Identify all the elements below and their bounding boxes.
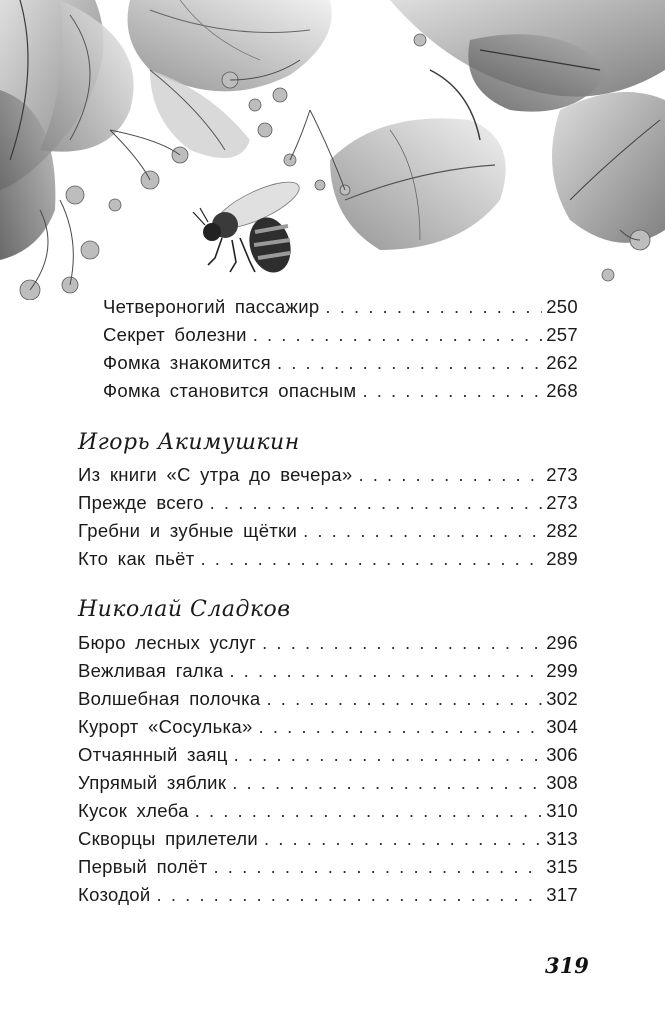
- page-number: 319: [545, 953, 589, 978]
- toc-entry-title: Кусок хлеба: [78, 800, 189, 821]
- dot-leader: [232, 772, 542, 794]
- toc-entry-page: 304: [546, 716, 578, 737]
- toc-entry-title: Козодой: [78, 884, 151, 905]
- toc-entry-page: 273: [546, 492, 578, 513]
- toc-entry[interactable]: [78, 548, 578, 576]
- dot-leader: [201, 548, 543, 570]
- dot-leader: [195, 800, 543, 822]
- toc-entry-title: Фомка знакомится: [103, 352, 271, 373]
- toc-entry-title: Из книги «С утра до вечера»: [78, 464, 353, 485]
- toc-entry-title: Секрет болезни: [103, 324, 247, 345]
- toc-entry-page: 282: [546, 520, 578, 541]
- toc-entry-page: 273: [546, 464, 578, 485]
- dot-leader: [358, 464, 542, 486]
- toc-entry-page: 310: [546, 800, 578, 821]
- toc-entry-title: Первый полёт: [78, 856, 208, 877]
- bee-icon: [193, 173, 305, 277]
- dot-leader: [253, 324, 543, 346]
- toc-entry-title: Фомка становится опасным: [103, 380, 357, 401]
- toc-entry[interactable]: [103, 296, 578, 324]
- toc-entry[interactable]: [78, 688, 578, 716]
- toc-entry-page: 308: [546, 772, 578, 793]
- toc-entry[interactable]: [103, 380, 578, 408]
- dot-leader: [229, 660, 542, 682]
- toc-entry-page: 315: [546, 856, 578, 877]
- dot-leader: [267, 688, 543, 710]
- toc-entry-title: Упрямый зяблик: [78, 772, 227, 793]
- dot-leader: [303, 520, 542, 542]
- dot-leader: [264, 828, 542, 850]
- dot-leader: [259, 716, 543, 738]
- toc-entry[interactable]: [78, 464, 578, 492]
- toc-entry-title: Четвероногий пассажир: [103, 296, 320, 317]
- toc-entry-page: 317: [546, 884, 578, 905]
- toc-entry-page: 306: [546, 744, 578, 765]
- dot-leader: [277, 352, 542, 374]
- toc-entry[interactable]: [78, 744, 578, 772]
- toc-entry-title: Волшебная полочка: [78, 688, 261, 709]
- dot-leader: [214, 856, 543, 878]
- toc-entry-page: 299: [546, 660, 578, 681]
- toc-entry-page: 296: [546, 632, 578, 653]
- toc-entry[interactable]: [78, 800, 578, 828]
- toc-entry-page: 250: [546, 296, 578, 317]
- dot-leader: [362, 380, 542, 402]
- leaf-cluster-right: [330, 0, 665, 250]
- toc-entry-title: Вежливая галка: [78, 660, 224, 681]
- toc-entry-page: 262: [546, 352, 578, 373]
- toc-entry-title: Курорт «Сосулька»: [78, 716, 253, 737]
- toc-entry-page: 257: [546, 324, 578, 345]
- dot-leader: [234, 744, 543, 766]
- toc-entry[interactable]: [78, 632, 578, 660]
- toc-entry[interactable]: [78, 884, 578, 912]
- author-heading: Николай Сладков: [78, 597, 291, 622]
- toc-entry[interactable]: [103, 324, 578, 352]
- toc-entry-page: 313: [546, 828, 578, 849]
- toc-entry-title: Отчаянный заяц: [78, 744, 228, 765]
- toc-entry-title: Гребни и зубные щётки: [78, 520, 298, 541]
- toc-entry[interactable]: [78, 856, 578, 884]
- toc-entry-title: Прежде всего: [78, 492, 204, 513]
- toc-entry-page: 268: [546, 380, 578, 401]
- toc-entry-title: Кто как пьёт: [78, 548, 195, 569]
- leaf-cluster-left: [0, 0, 134, 260]
- linden-bee-illustration: [0, 0, 665, 300]
- toc-entry[interactable]: [103, 352, 578, 380]
- dot-leader: [262, 632, 542, 654]
- dot-leader: [325, 296, 542, 318]
- toc-entry-title: Скворцы прилетели: [78, 828, 258, 849]
- toc-entry-page: 302: [546, 688, 578, 709]
- toc-entry[interactable]: [78, 716, 578, 744]
- toc-entry-page: 289: [546, 548, 578, 569]
- author-heading: Игорь Акимушкин: [78, 430, 300, 455]
- toc-entry[interactable]: [78, 772, 578, 800]
- dot-leader: [210, 492, 543, 514]
- toc-entry[interactable]: [78, 520, 578, 548]
- dot-leader: [157, 884, 543, 906]
- toc-entry-title: Бюро лесных услуг: [78, 632, 257, 653]
- toc-entry[interactable]: [78, 660, 578, 688]
- toc-entry[interactable]: [78, 492, 578, 520]
- toc-entry[interactable]: [78, 828, 578, 856]
